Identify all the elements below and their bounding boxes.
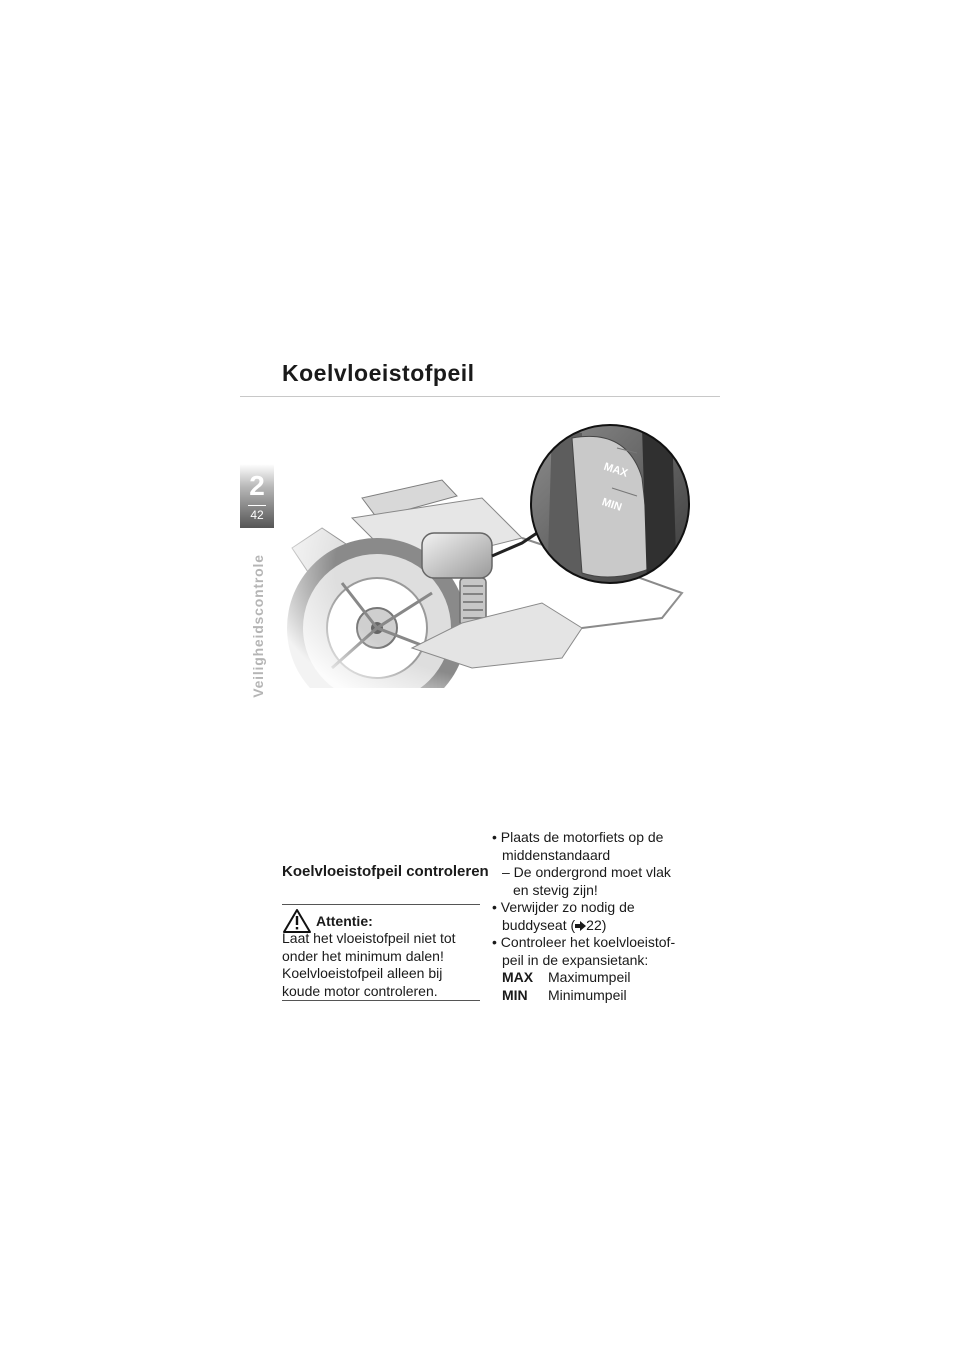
inset-max-label: MAX (602, 460, 630, 480)
arrow-right-icon (575, 921, 586, 931)
step-text-with-reference (492, 917, 702, 935)
step-text: buddyseat ( (502, 916, 576, 933)
section-label (244, 548, 272, 704)
warning-line: onder het minimum dalen! (282, 947, 444, 964)
warning-line: Koelvloeistofpeil alleen bij (282, 965, 443, 981)
step-text: • Controleer het koelvloeistof- (492, 934, 676, 950)
warning-text (282, 930, 482, 1000)
level-key: MAX (502, 969, 534, 985)
step-text: middenstandaard (502, 846, 611, 863)
instruction-list (492, 829, 702, 1004)
warning-rule-top (282, 904, 480, 905)
level-row-max (492, 969, 702, 987)
chapter-number: 2 (249, 470, 265, 501)
step-text: • Plaats de motorfiets op de (492, 829, 664, 845)
warning-rule-bottom (282, 1000, 480, 1001)
section-subtitle: Koelvloeistofpeil controleren (282, 863, 489, 880)
section-label-text: Veiligheidscontrole (250, 554, 267, 698)
warning-line: koude motor controleren. (282, 982, 438, 999)
warning-line: Laat het vloeistofpeil niet tot (282, 930, 456, 946)
chapter-tab-divider (248, 505, 266, 506)
substep-text: en stevig zijn! (513, 881, 598, 898)
step-text: peil in de expansietank: (502, 951, 649, 968)
page-number: 42 (250, 508, 264, 522)
step-text: • Verwijder zo nodig de (492, 899, 635, 915)
level-row-min (492, 987, 702, 1005)
substep-text: – De ondergrond moet vlak (502, 864, 671, 880)
level-description: Maximumpeil (548, 969, 631, 985)
level-key: MIN (502, 986, 528, 1003)
warning-label: Attentie: (316, 913, 373, 929)
page-reference: 22) (586, 916, 607, 933)
title-divider (240, 396, 720, 397)
inset-min-label: MIN (600, 496, 624, 514)
level-description: Minimumpeil (548, 986, 627, 1003)
page-title: Koelvloeistofpeil (282, 360, 475, 386)
motorcycle-illustration (282, 418, 692, 693)
